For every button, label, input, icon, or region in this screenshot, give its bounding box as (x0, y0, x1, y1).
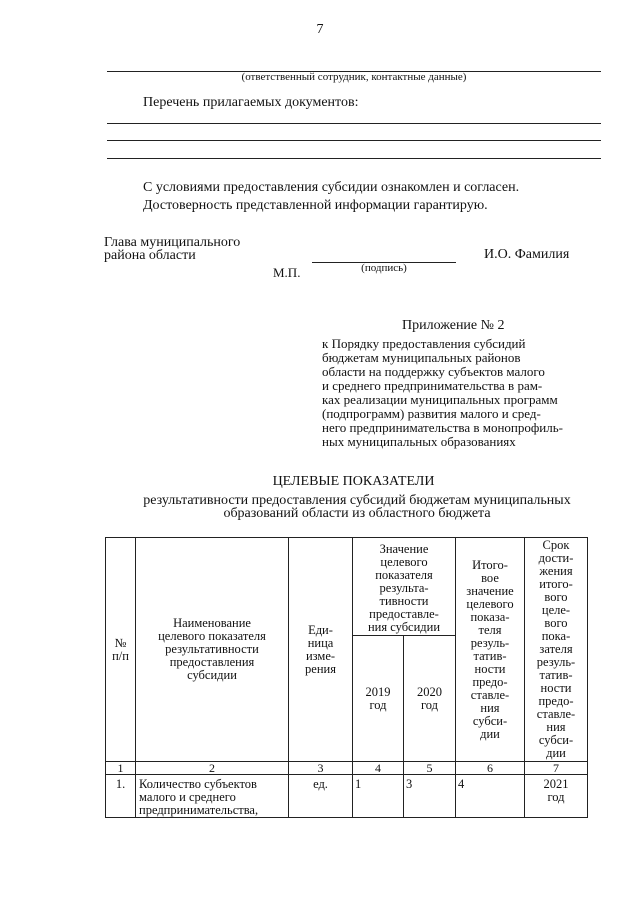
row-term: 2021 год (525, 775, 588, 818)
appendix-title: Приложение № 2 (402, 318, 505, 333)
header-2019: 2019 год (353, 636, 404, 762)
documents-list-label: Перечень прилагаемых документов: (143, 95, 359, 110)
appendix-line: области на поддержку субъектов малого (322, 364, 545, 379)
header-name: Наименование целевого показателя результативности предоставления субсидии (136, 538, 289, 762)
row-total: 4 (456, 775, 525, 818)
index-cell: 5 (404, 762, 456, 775)
heading-subtitle-line-1: результативности предоставления субсидий бюджетам муниципальных (143, 493, 571, 508)
index-cell: 7 (525, 762, 588, 775)
header-value: Значение целевого показателя результа- тивности предоставле- ния субсидии (353, 538, 456, 636)
index-cell: 2 (136, 762, 289, 775)
responsible-caption: (ответственный сотрудник, контактные данные) (241, 71, 467, 83)
header-2020: 2020 год (404, 636, 456, 762)
index-cell: 3 (289, 762, 353, 775)
stamp-place: М.П. (273, 265, 301, 280)
agreement-line-1: С условиями предоставления субсидии ознакомлен и согласен. (143, 180, 520, 195)
appendix-line: ках реализации муниципальных программ (322, 392, 558, 407)
index-cell: 4 (353, 762, 404, 775)
appendix-text (322, 337, 594, 449)
index-row (106, 762, 588, 775)
appendix-line: ных муниципальных образованиях (322, 434, 516, 449)
header-total: Итого- вое значение целевого показа- теля резуль- татив- ности предо- ставле- ния субси- дии (456, 538, 525, 762)
index-cell: 1 (106, 762, 136, 775)
signature-caption: (подпись) (361, 262, 407, 274)
header-term: Срок дости- жения итого- вого целе- вого пока- зателя резуль- татив- ности предо- ставле- ния субси- дии (525, 538, 588, 762)
agreement-line-2: Достоверность представленной информации гарантирую. (143, 198, 488, 213)
row-unit: ед. (289, 775, 353, 818)
targets-table (105, 537, 588, 818)
head-title-line-1: Глава муниципального (104, 235, 241, 250)
appendix-line: и среднего предпринимательства в рам- (322, 378, 543, 393)
signatory-name: И.О. Фамилия (484, 247, 570, 262)
index-cell: 6 (456, 762, 525, 775)
documents-line-2 (107, 140, 601, 141)
appendix-line: него предпринимательства в монопрофиль- (322, 420, 564, 435)
page-number: 7 (316, 22, 324, 37)
appendix-line: к Порядку предоставления субсидий (322, 336, 526, 351)
row-name: Количество субъектов малого и среднего предпринимательства, (136, 775, 289, 818)
documents-line-1 (107, 123, 601, 124)
table-row (106, 775, 588, 818)
row-value-2019: 1 (353, 775, 404, 818)
header-num: № п/п (106, 538, 136, 762)
appendix-line: (подпрограмм) развития малого и сред- (322, 406, 541, 421)
row-value-2020: 3 (404, 775, 456, 818)
appendix-line: бюджетам муниципальных районов (322, 350, 521, 365)
documents-line-3 (107, 158, 601, 159)
row-num: 1. (106, 775, 136, 818)
heading-subtitle-line-2: образований области из областного бюджета (223, 506, 491, 521)
head-title-line-2: района области (104, 248, 196, 263)
heading-title: ЦЕЛЕВЫЕ ПОКАЗАТЕЛИ (272, 474, 435, 489)
header-unit: Еди- ница изме- рения (289, 538, 353, 762)
